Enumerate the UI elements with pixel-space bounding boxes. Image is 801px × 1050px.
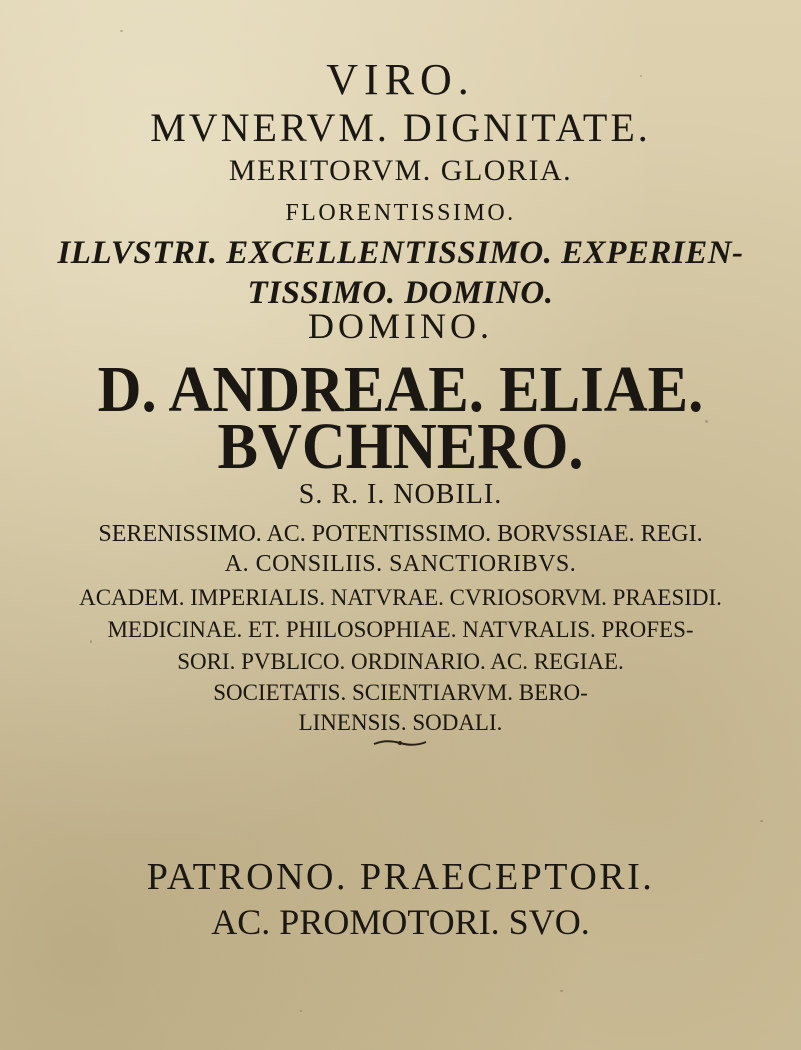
printer-ornament-icon [372, 738, 428, 748]
recipient-name-line1: D. ANDREAE. ELIAE. [97, 353, 704, 426]
closing-line-patrono: PATRONO. PRAECEPTORI. [146, 856, 655, 898]
paper-speck [640, 75, 642, 77]
dedication-line-societatis: SOCIETATIS. SCIENTIARVM. BERO- [213, 680, 588, 705]
dedication-line-medicinae: MEDICINAE. ET. PHILOSOPHIAE. NATVRALIS. PROFES- [107, 617, 694, 642]
dedication-line-sri-nobili: S. R. I. NOBILI. [298, 479, 503, 510]
paper-speck [120, 30, 123, 32]
dedication-line-meritorum: MERITORVM. GLORIA. [228, 154, 573, 187]
paper-speck [90, 640, 92, 643]
dedication-line-consiliis: A. CONSILIIS. SANCTIORIBVS. [224, 551, 577, 577]
closing-line-promotori: AC. PROMOTORI. SVO. [211, 902, 590, 942]
dedication-line-tissimo: TISSIMO. DOMINO. [247, 275, 554, 311]
paper-speck [560, 990, 563, 992]
dedication-line-munerum: MVNERVM. DIGNITATE. [150, 105, 651, 150]
dedication-line-domino: DOMINO. [308, 306, 493, 346]
recipient-name-line2: BVCHNERO. [217, 410, 584, 483]
dedication-line-linensis: LINENSIS. SODALI. [298, 710, 503, 735]
dedication-line-sori: SORI. PVBLICO. ORDINARIO. AC. REGIAE. [177, 649, 624, 674]
dedication-line-serenissimo: SERENISSIMO. AC. POTENTISSIMO. BORVSSIAE. REGI. [98, 521, 703, 547]
paper-speck [760, 820, 763, 822]
paper-speck [705, 420, 708, 423]
dedication-line-illustri: ILLVSTRI. EXCELLENTISSIMO. EXPERIEN- [57, 235, 744, 271]
dedication-line-academ: ACADEM. IMPERIALIS. NATVRAE. CVRIOSORVM. PRAESIDI. [79, 585, 722, 610]
dedication-line-florentissimo: FLORENTISSIMO. [285, 200, 516, 226]
paper-speck [300, 1010, 302, 1012]
dedication-line-viro: VIRO. [326, 55, 475, 104]
